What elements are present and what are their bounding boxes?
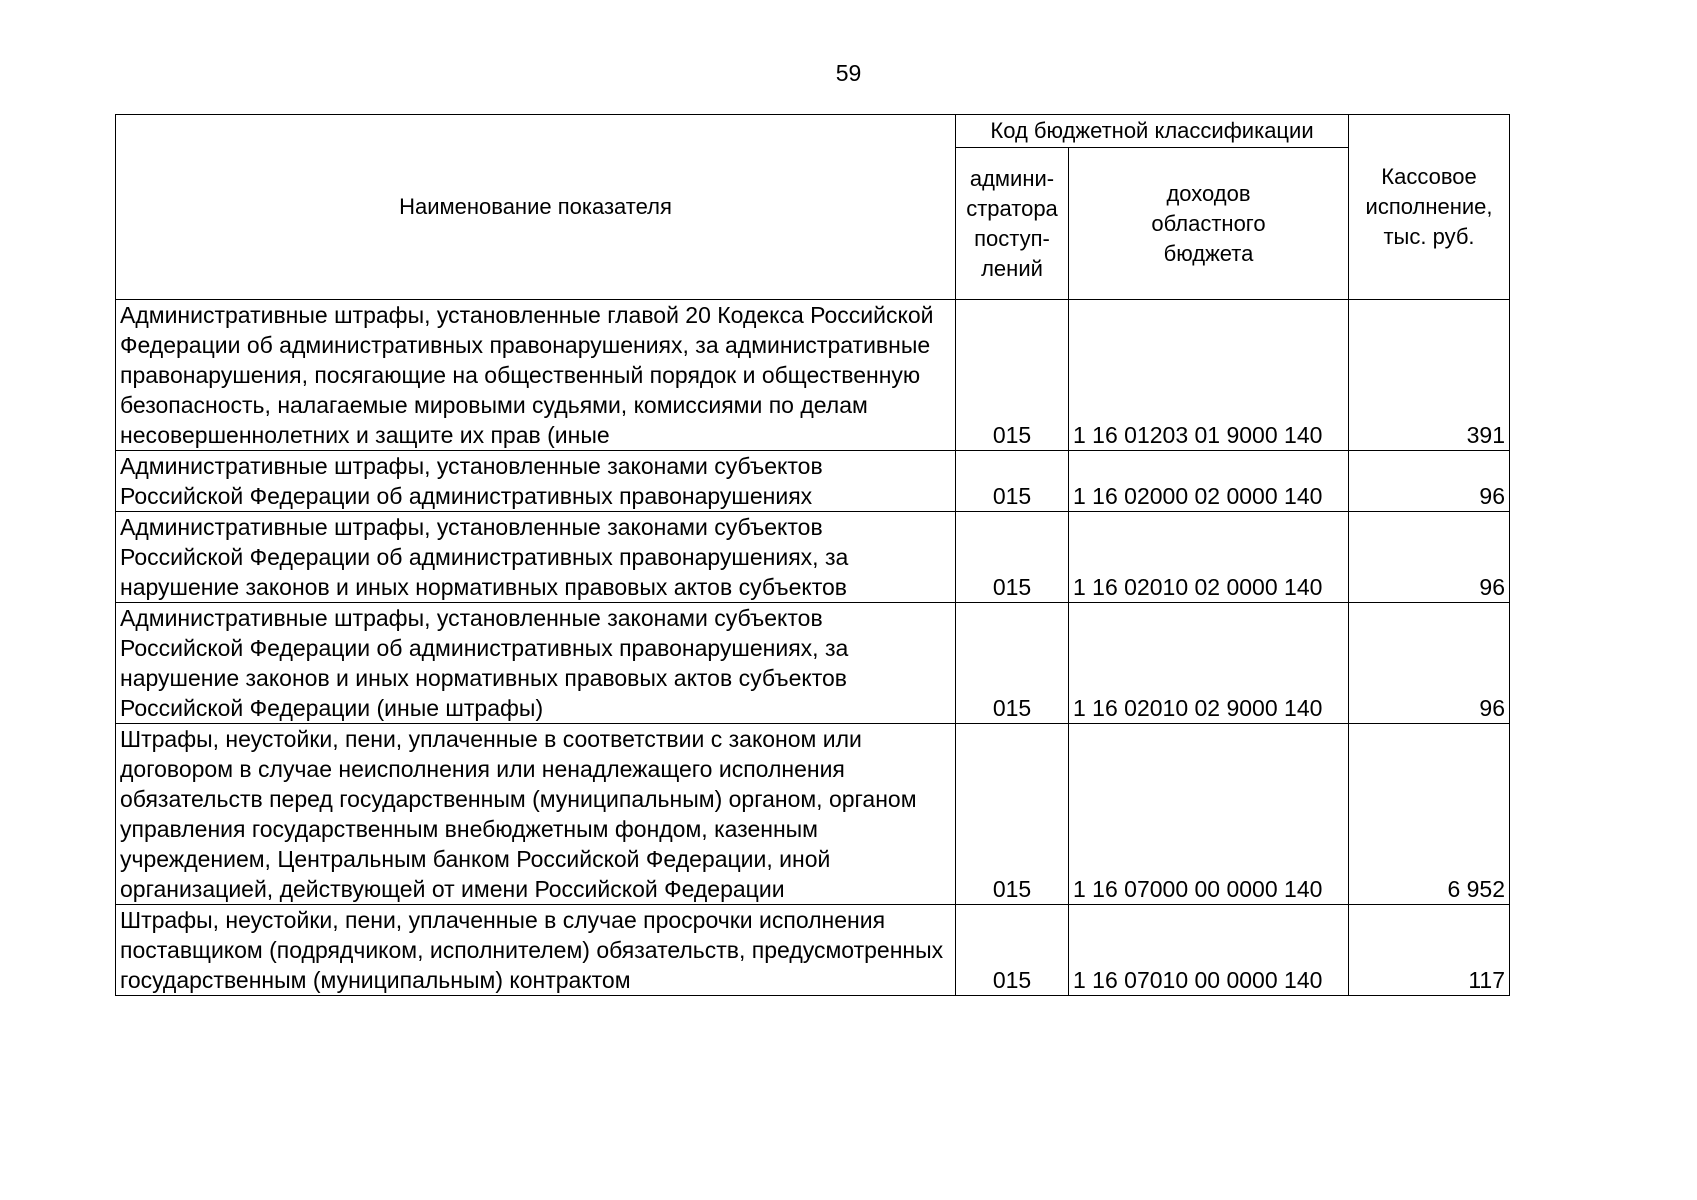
table-row: [116, 451, 1510, 512]
row-name-cell: Административные штрафы, установленные законами субъектов Российской Федерации об административных правонарушениях: [116, 451, 956, 512]
header-row-group: [116, 115, 1510, 148]
row-admin-code-cell: 015: [956, 724, 1069, 905]
row-income-code-cell: 1 16 02010 02 0000 140: [1069, 512, 1349, 603]
row-name-cell: Административные штрафы, установленные главой 20 Кодекса Российской Федерации об административных правонарушениях, за административные правонарушения, посягающие на общественный порядок и общественную безопасность, налагаемые мировыми судьями, комиссиями по делам несовершеннолетних и защите их прав (иные: [116, 300, 956, 451]
budget-table: [115, 114, 1510, 996]
table-body: [116, 300, 1510, 996]
row-admin-code-cell: 015: [956, 905, 1069, 996]
header-name: Наименование показателя: [116, 115, 956, 300]
row-admin-code-cell: 015: [956, 451, 1069, 512]
row-name-cell: Административные штрафы, установленные законами субъектов Российской Федерации об административных правонарушениях, за нарушение законов и иных нормативных правовых актов субъектов Российской Федерации (иные штрафы): [116, 603, 956, 724]
row-name-cell: Административные штрафы, установленные законами субъектов Российской Федерации об административных правонарушениях, за нарушение законов и иных нормативных правовых актов субъектов: [116, 512, 956, 603]
header-code-group: Код бюджетной классификации: [956, 115, 1349, 148]
row-name-cell: Штрафы, неустойки, пени, уплаченные в соответствии с законом или договором в случае неисполнения или ненадлежащего исполнения обязательств перед государственным (муниципальным) органом, органом управления государственным внебюджетным фондом, казенным учреждением, Центральным банком Российской Федерации, иной организацией, действующей от имени Российской Федерации: [116, 724, 956, 905]
row-amount-cell: 96: [1349, 603, 1510, 724]
page-number: 59: [835, 60, 862, 86]
row-name-cell: Штрафы, неустойки, пени, уплаченные в случае просрочки исполнения поставщиком (подрядчиком, исполнителем) обязательств, предусмотренных государственным (муниципальным) контрактом: [116, 905, 956, 996]
header-income: доходов областного бюджета: [1069, 148, 1349, 300]
table-row: [116, 905, 1510, 996]
table-row: [116, 512, 1510, 603]
table-row: [116, 603, 1510, 724]
row-admin-code-cell: 015: [956, 300, 1069, 451]
row-income-code-cell: 1 16 02010 02 9000 140: [1069, 603, 1349, 724]
header-admin: админи- стратора поступ- лений: [956, 148, 1069, 300]
table-header: [116, 115, 1510, 300]
header-amount: Кассовое исполнение, тыс. руб.: [1349, 115, 1510, 300]
row-amount-cell: 96: [1349, 512, 1510, 603]
row-admin-code-cell: 015: [956, 603, 1069, 724]
row-amount-cell: 117: [1349, 905, 1510, 996]
row-income-code-cell: 1 16 07010 00 0000 140: [1069, 905, 1349, 996]
row-income-code-cell: 1 16 01203 01 9000 140: [1069, 300, 1349, 451]
row-income-code-cell: 1 16 07000 00 0000 140: [1069, 724, 1349, 905]
table-row: [116, 300, 1510, 451]
row-admin-code-cell: 015: [956, 512, 1069, 603]
row-amount-cell: 96: [1349, 451, 1510, 512]
row-amount-cell: 6 952: [1349, 724, 1510, 905]
table-row: [116, 724, 1510, 905]
row-amount-cell: 391: [1349, 300, 1510, 451]
row-income-code-cell: 1 16 02000 02 0000 140: [1069, 451, 1349, 512]
